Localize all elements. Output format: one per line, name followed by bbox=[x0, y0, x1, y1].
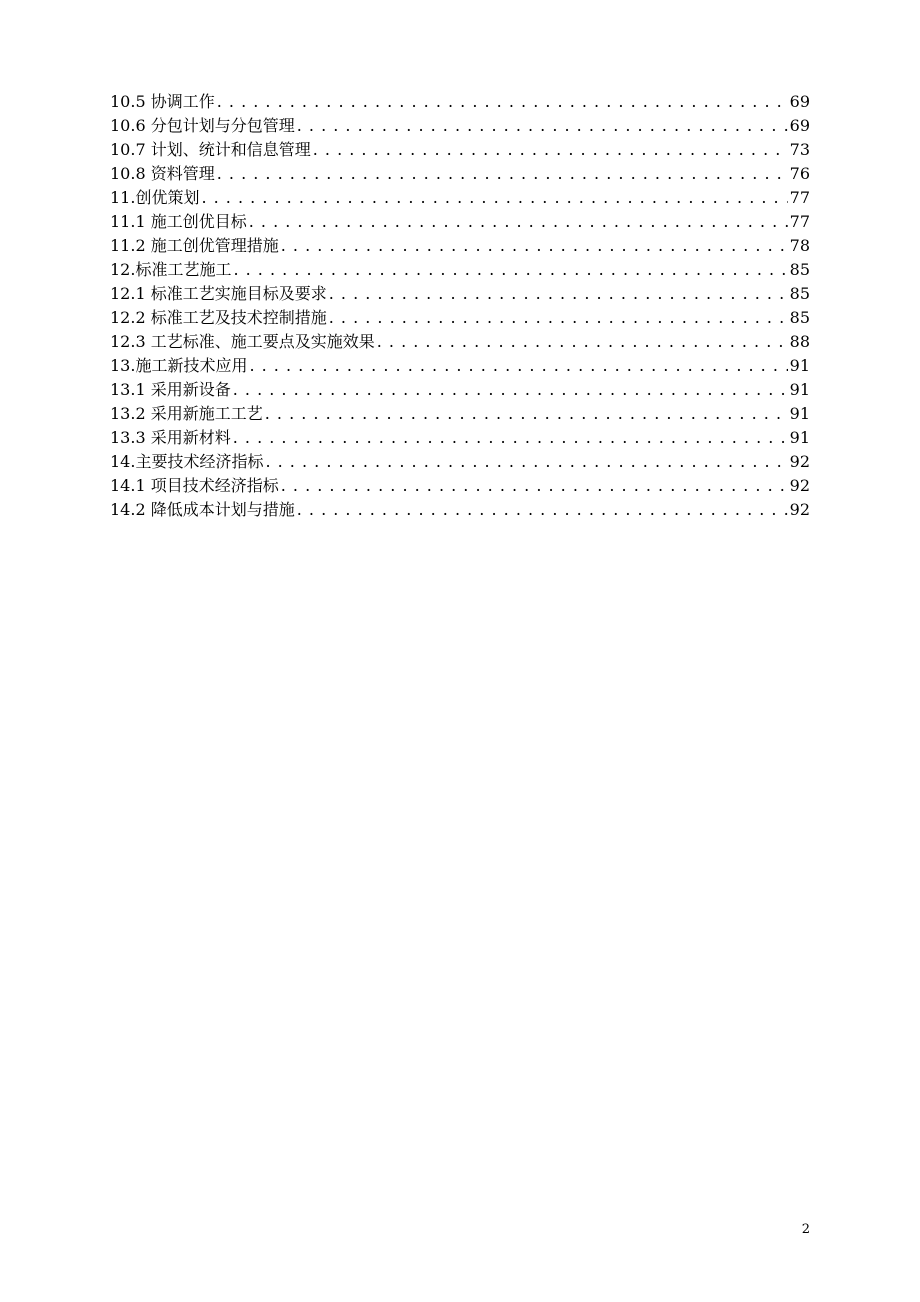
toc-dot-leader bbox=[201, 186, 787, 210]
toc-dot-leader bbox=[313, 138, 788, 162]
toc-entry-title: 10.5 协调工作 bbox=[110, 92, 215, 111]
toc-entry-title: 12.标准工艺施工 bbox=[110, 260, 232, 279]
toc-entry-page: 92 bbox=[789, 452, 810, 471]
toc-dot-leader bbox=[281, 234, 788, 258]
toc-entry-10-5[interactable] bbox=[110, 90, 810, 114]
toc-entry-title: 12.2 标准工艺及技术控制措施 bbox=[110, 308, 327, 327]
toc-entry-page: 69 bbox=[789, 92, 810, 111]
toc-entry-title: 13.2 采用新施工工艺 bbox=[110, 404, 263, 423]
toc-entry-page: 85 bbox=[789, 260, 810, 279]
toc-entry-title: 13.施工新技术应用 bbox=[110, 356, 248, 375]
toc-entry-page: 91 bbox=[789, 428, 810, 447]
toc-entry-title: 11.创优策划 bbox=[110, 188, 200, 207]
toc-entry-12[interactable] bbox=[110, 258, 810, 282]
toc-entry-title: 14.1 项目技术经济指标 bbox=[110, 476, 279, 495]
toc-entry-page: 77 bbox=[789, 188, 810, 207]
toc-entry-10-7[interactable] bbox=[110, 138, 810, 162]
toc-dot-leader bbox=[249, 210, 788, 234]
toc-entry-13-2[interactable] bbox=[110, 402, 810, 426]
toc-dot-leader bbox=[265, 450, 787, 474]
toc-entry-14[interactable] bbox=[110, 450, 810, 474]
toc-dot-leader bbox=[265, 402, 788, 426]
toc-entry-page: 69 bbox=[789, 116, 810, 135]
toc-entry-11-1[interactable] bbox=[110, 210, 810, 234]
toc-entry-13-3[interactable] bbox=[110, 426, 810, 450]
toc-entry-page: 76 bbox=[789, 164, 810, 183]
toc-dot-leader bbox=[233, 258, 787, 282]
toc-entry-page: 73 bbox=[789, 140, 810, 159]
table-of-contents bbox=[110, 90, 810, 522]
toc-entry-title: 10.8 资料管理 bbox=[110, 164, 215, 183]
toc-dot-leader bbox=[249, 354, 787, 378]
toc-entry-title: 14.2 降低成本计划与措施 bbox=[110, 500, 295, 519]
toc-entry-title: 11.2 施工创优管理措施 bbox=[110, 236, 279, 255]
toc-dot-leader bbox=[281, 474, 788, 498]
toc-entry-12-3[interactable] bbox=[110, 330, 810, 354]
toc-entry-title: 12.3 工艺标准、施工要点及实施效果 bbox=[110, 332, 375, 351]
toc-entry-10-8[interactable] bbox=[110, 162, 810, 186]
toc-dot-leader bbox=[217, 90, 788, 114]
toc-entry-page: 92 bbox=[789, 500, 810, 519]
toc-entry-title: 13.3 采用新材料 bbox=[110, 428, 231, 447]
toc-dot-leader bbox=[217, 162, 788, 186]
toc-entry-page: 85 bbox=[789, 284, 810, 303]
toc-dot-leader bbox=[297, 498, 788, 522]
toc-entry-13[interactable] bbox=[110, 354, 810, 378]
toc-entry-14-1[interactable] bbox=[110, 474, 810, 498]
toc-dot-leader bbox=[233, 426, 788, 450]
toc-entry-page: 91 bbox=[789, 356, 810, 375]
toc-entry-12-2[interactable] bbox=[110, 306, 810, 330]
toc-entry-title: 12.1 标准工艺实施目标及要求 bbox=[110, 284, 327, 303]
toc-entry-page: 77 bbox=[789, 212, 810, 231]
toc-entry-title: 10.7 计划、统计和信息管理 bbox=[110, 140, 311, 159]
toc-entry-page: 91 bbox=[789, 380, 810, 399]
toc-entry-13-1[interactable] bbox=[110, 378, 810, 402]
toc-entry-11-2[interactable] bbox=[110, 234, 810, 258]
toc-entry-title: 11.1 施工创优目标 bbox=[110, 212, 247, 231]
toc-dot-leader bbox=[329, 306, 788, 330]
toc-dot-leader bbox=[329, 282, 788, 306]
toc-entry-12-1[interactable] bbox=[110, 282, 810, 306]
toc-entry-page: 78 bbox=[789, 236, 810, 255]
toc-dot-leader bbox=[233, 378, 788, 402]
page-number: 2 bbox=[801, 1222, 810, 1237]
toc-entry-11[interactable] bbox=[110, 186, 810, 210]
toc-entry-title: 14.主要技术经济指标 bbox=[110, 452, 264, 471]
toc-dot-leader bbox=[297, 114, 788, 138]
toc-entry-title: 13.1 采用新设备 bbox=[110, 380, 231, 399]
toc-entry-14-2[interactable] bbox=[110, 498, 810, 522]
toc-entry-page: 88 bbox=[789, 332, 810, 351]
toc-entry-page: 85 bbox=[789, 308, 810, 327]
toc-entry-title: 10.6 分包计划与分包管理 bbox=[110, 116, 295, 135]
toc-entry-page: 91 bbox=[789, 404, 810, 423]
toc-entry-10-6[interactable] bbox=[110, 114, 810, 138]
toc-entry-page: 92 bbox=[789, 476, 810, 495]
toc-dot-leader bbox=[377, 330, 788, 354]
